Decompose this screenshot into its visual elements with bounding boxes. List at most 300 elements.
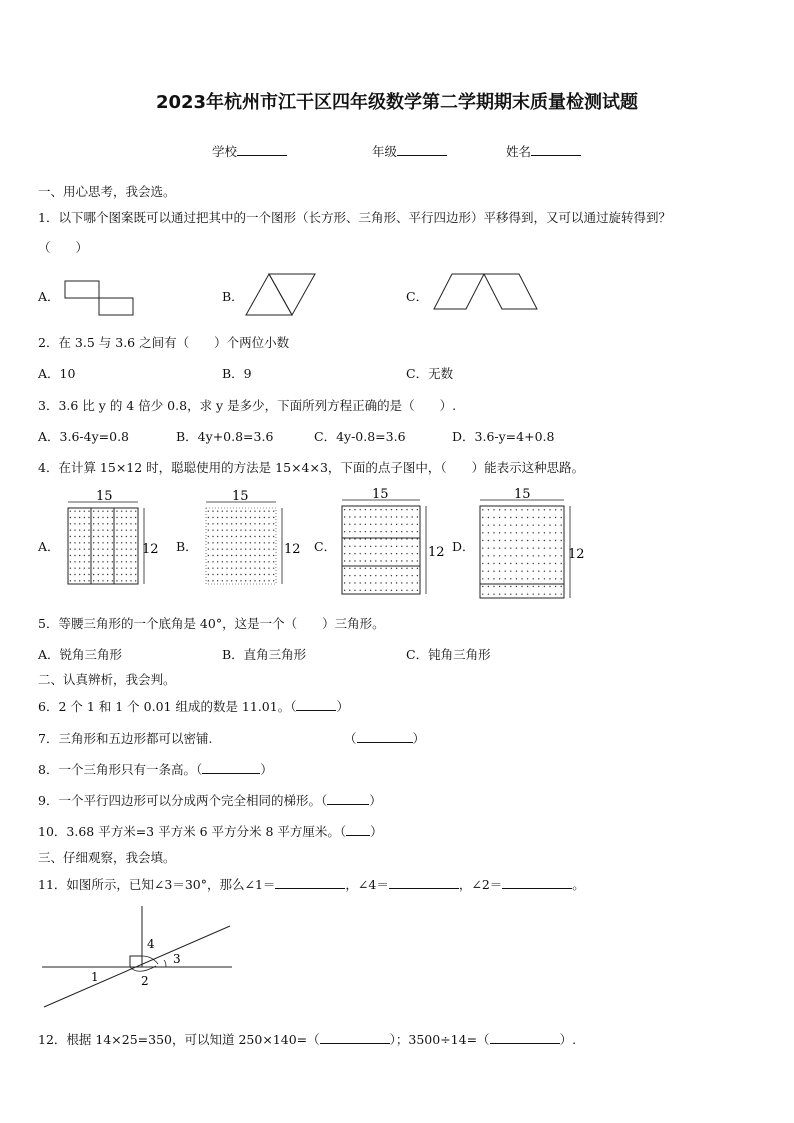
dot xyxy=(93,536,94,537)
dot xyxy=(549,540,550,541)
q12-quotient-blank[interactable] xyxy=(490,1031,560,1044)
dot xyxy=(527,578,528,579)
dot xyxy=(126,536,127,537)
dot xyxy=(521,578,522,579)
dot xyxy=(112,542,113,543)
dot xyxy=(533,532,534,533)
dot xyxy=(365,509,366,510)
dot xyxy=(365,538,366,539)
dot xyxy=(88,517,89,518)
dot xyxy=(84,548,85,549)
dot xyxy=(406,568,407,569)
dot xyxy=(538,517,539,518)
dot xyxy=(259,567,260,568)
angle-3-label: 3 xyxy=(173,952,181,966)
dot xyxy=(112,510,113,511)
dot xyxy=(116,523,117,524)
dot xyxy=(107,529,108,530)
dot xyxy=(259,555,260,556)
dot xyxy=(217,542,218,543)
dot xyxy=(268,555,269,556)
dot xyxy=(264,561,265,562)
dot xyxy=(412,524,413,525)
width-label: 15 xyxy=(96,489,113,504)
dot xyxy=(391,553,392,554)
dot xyxy=(488,540,489,541)
dot xyxy=(222,567,223,568)
dot xyxy=(533,593,534,594)
dot-grid xyxy=(344,509,418,591)
dot xyxy=(226,510,227,511)
q7-end: ） xyxy=(412,731,426,746)
q3-option-a: A．3.6-4y=0.8 xyxy=(38,429,129,444)
dot xyxy=(499,532,500,533)
q1-option-b-figure xyxy=(244,272,316,318)
dot xyxy=(555,540,556,541)
section-3-heading: 三、仔细观察，我会填。 xyxy=(38,850,176,865)
dot xyxy=(544,509,545,510)
page-title: 2023年杭州市江干区四年级数学第二学期期末质量检测试题 xyxy=(155,92,639,113)
dot xyxy=(268,567,269,568)
dot xyxy=(521,586,522,587)
dot xyxy=(130,574,131,575)
dot xyxy=(135,529,136,530)
dot xyxy=(516,593,517,594)
dot xyxy=(259,517,260,518)
dot xyxy=(412,546,413,547)
q11-angle-figure xyxy=(40,904,240,1012)
dot xyxy=(222,555,223,556)
q6-answer-blank[interactable] xyxy=(296,698,336,711)
dot xyxy=(386,582,387,583)
q5-option-a: A．锐角三角形 xyxy=(38,647,123,662)
dot xyxy=(93,523,94,524)
dot xyxy=(527,509,528,510)
dot xyxy=(135,574,136,575)
dot xyxy=(499,517,500,518)
dot xyxy=(121,536,122,537)
dot xyxy=(354,531,355,532)
dot xyxy=(380,582,381,583)
q7-text: 7．三角形和五边形都可以密铺. xyxy=(38,731,213,746)
dot xyxy=(349,560,350,561)
q4-text: 4．在计算 15×12 时，聪聪使用的方法是 15×4×3，下面的点子图中，（ ）能表示这种思路。 xyxy=(38,460,585,475)
q1-text: 1．以下哪个图案既可以通过把其中的一个图形（长方形、三角形、平行四边形）平移得到，又可以通过旋转得到？ xyxy=(38,210,671,225)
dot xyxy=(217,574,218,575)
dot xyxy=(417,553,418,554)
q11-a4: ，∠4＝ xyxy=(345,877,389,892)
dot xyxy=(93,567,94,568)
q4-option-d-label: D． xyxy=(452,539,475,554)
dot xyxy=(116,517,117,518)
dot xyxy=(482,570,483,571)
dot xyxy=(222,561,223,562)
dot xyxy=(380,568,381,569)
dot xyxy=(412,568,413,569)
dot xyxy=(510,509,511,510)
dot xyxy=(264,580,265,581)
q4-option-c-label: C． xyxy=(314,539,337,554)
school-field xyxy=(212,142,287,160)
dot xyxy=(493,563,494,564)
dot xyxy=(236,580,237,581)
dot xyxy=(98,580,99,581)
q1-option-a-label: A． xyxy=(38,289,60,304)
dot xyxy=(549,586,550,587)
width-label: 15 xyxy=(514,487,531,502)
dot xyxy=(231,580,232,581)
dot xyxy=(116,574,117,575)
dot xyxy=(344,575,345,576)
dot xyxy=(236,548,237,549)
dot xyxy=(88,536,89,537)
dot xyxy=(505,540,506,541)
dot xyxy=(354,546,355,547)
dot xyxy=(88,561,89,562)
dot xyxy=(268,510,269,511)
dot xyxy=(112,567,113,568)
dot xyxy=(391,582,392,583)
dot xyxy=(259,574,260,575)
dot xyxy=(488,586,489,587)
dot xyxy=(250,536,251,537)
dot xyxy=(88,510,89,511)
q9-end: ） xyxy=(369,793,382,808)
dot xyxy=(521,570,522,571)
dot xyxy=(208,523,209,524)
dot xyxy=(386,553,387,554)
dot xyxy=(516,563,517,564)
q11-angle2-blank[interactable] xyxy=(502,876,572,889)
dot xyxy=(365,516,366,517)
dot xyxy=(544,547,545,548)
dot xyxy=(344,531,345,532)
dot xyxy=(386,590,387,591)
dot xyxy=(259,529,260,530)
dot xyxy=(88,567,89,568)
height-label: 12 xyxy=(428,545,445,560)
dot xyxy=(406,560,407,561)
dot xyxy=(401,546,402,547)
dot xyxy=(493,578,494,579)
dot xyxy=(121,517,122,518)
dot xyxy=(93,548,94,549)
dot xyxy=(135,536,136,537)
dot xyxy=(417,546,418,547)
dot xyxy=(533,509,534,510)
dot xyxy=(375,553,376,554)
dot xyxy=(70,510,71,511)
dot xyxy=(236,574,237,575)
dot xyxy=(84,561,85,562)
dot xyxy=(555,555,556,556)
dot xyxy=(70,548,71,549)
dot xyxy=(533,555,534,556)
dot xyxy=(240,580,241,581)
dot xyxy=(268,517,269,518)
dot xyxy=(79,567,80,568)
dot xyxy=(344,509,345,510)
dot xyxy=(231,555,232,556)
dot xyxy=(544,586,545,587)
dot xyxy=(360,538,361,539)
dot xyxy=(84,517,85,518)
dot xyxy=(102,567,103,568)
dot xyxy=(380,553,381,554)
dot xyxy=(84,529,85,530)
dot xyxy=(344,516,345,517)
q8 xyxy=(38,760,273,778)
q4-option-c-figure xyxy=(336,487,446,602)
dot xyxy=(236,523,237,524)
dot xyxy=(521,509,522,510)
dot xyxy=(98,536,99,537)
dot xyxy=(380,524,381,525)
dot xyxy=(112,517,113,518)
dot xyxy=(130,567,131,568)
dot xyxy=(417,531,418,532)
dot xyxy=(273,542,274,543)
dot xyxy=(222,542,223,543)
dot xyxy=(231,561,232,562)
dot xyxy=(527,555,528,556)
dot xyxy=(93,510,94,511)
dot xyxy=(521,524,522,525)
dot xyxy=(370,590,371,591)
dot xyxy=(349,582,350,583)
dot xyxy=(84,580,85,581)
dot xyxy=(88,529,89,530)
dot xyxy=(412,531,413,532)
dot xyxy=(386,560,387,561)
q11-text: 11．如图所示，已知∠3＝30°，那么∠1＝ xyxy=(38,877,276,892)
dot xyxy=(533,547,534,548)
dot xyxy=(493,532,494,533)
dot xyxy=(245,548,246,549)
dot xyxy=(505,578,506,579)
dot xyxy=(212,542,213,543)
dot xyxy=(527,570,528,571)
dot xyxy=(116,536,117,537)
dot xyxy=(375,509,376,510)
dot xyxy=(121,555,122,556)
dot xyxy=(349,590,350,591)
dot xyxy=(70,542,71,543)
dot xyxy=(521,593,522,594)
dot xyxy=(98,517,99,518)
dot xyxy=(273,523,274,524)
dot xyxy=(544,578,545,579)
q5-text: 5．等腰三角形的一个底角是 40°，这是一个（ ）三角形。 xyxy=(38,616,385,631)
dot xyxy=(236,561,237,562)
dot xyxy=(417,575,418,576)
dot xyxy=(375,516,376,517)
dot xyxy=(126,529,127,530)
dot xyxy=(236,517,237,518)
dot xyxy=(549,517,550,518)
q7-answer-blank[interactable] xyxy=(357,730,413,743)
dot xyxy=(226,536,227,537)
dot xyxy=(549,509,550,510)
dot xyxy=(268,561,269,562)
dot xyxy=(375,575,376,576)
dot xyxy=(236,567,237,568)
dot xyxy=(273,517,274,518)
dot xyxy=(406,590,407,591)
q12-product-blank[interactable] xyxy=(320,1031,390,1044)
dot xyxy=(493,593,494,594)
dot xyxy=(561,555,562,556)
dot xyxy=(74,523,75,524)
dot xyxy=(98,567,99,568)
dot xyxy=(112,523,113,524)
dot xyxy=(561,586,562,587)
q12-text: 12．根据 14×25=350，可以知道 250×140=（ xyxy=(38,1032,320,1047)
dot xyxy=(354,582,355,583)
dot xyxy=(493,555,494,556)
dot xyxy=(516,578,517,579)
dot xyxy=(135,548,136,549)
dot xyxy=(365,531,366,532)
dot xyxy=(102,561,103,562)
dot xyxy=(365,546,366,547)
dot xyxy=(344,538,345,539)
dot xyxy=(135,542,136,543)
dot xyxy=(380,531,381,532)
dot xyxy=(561,517,562,518)
dot xyxy=(370,509,371,510)
dot xyxy=(74,567,75,568)
dot xyxy=(516,509,517,510)
dot xyxy=(98,529,99,530)
dot xyxy=(93,574,94,575)
dot xyxy=(88,542,89,543)
q11-angle1-blank[interactable] xyxy=(275,876,345,889)
dot xyxy=(231,574,232,575)
dot xyxy=(245,561,246,562)
dot xyxy=(98,574,99,575)
q10-answer-blank[interactable] xyxy=(346,823,370,836)
dot xyxy=(102,523,103,524)
dot xyxy=(79,510,80,511)
dot xyxy=(417,582,418,583)
dot xyxy=(499,547,500,548)
dot xyxy=(396,538,397,539)
dot xyxy=(79,542,80,543)
dot xyxy=(116,529,117,530)
dot xyxy=(79,523,80,524)
dot xyxy=(406,546,407,547)
q8-text: 8．一个三角形只有一条高。（ xyxy=(38,762,203,777)
dot xyxy=(217,517,218,518)
width-label: 15 xyxy=(372,487,389,502)
dot xyxy=(505,524,506,525)
dot xyxy=(107,567,108,568)
dot xyxy=(259,542,260,543)
dot xyxy=(360,531,361,532)
dot xyxy=(516,532,517,533)
dot xyxy=(254,574,255,575)
dot xyxy=(380,575,381,576)
dot xyxy=(259,561,260,562)
dot xyxy=(273,561,274,562)
dot xyxy=(250,548,251,549)
dot xyxy=(79,561,80,562)
dot xyxy=(482,532,483,533)
dot xyxy=(375,590,376,591)
dot xyxy=(370,560,371,561)
q3-option-c: C．4y-0.8=3.6 xyxy=(314,429,406,444)
q11-angle4-blank[interactable] xyxy=(389,876,459,889)
dot xyxy=(135,510,136,511)
dot xyxy=(112,580,113,581)
q9-answer-blank[interactable] xyxy=(327,792,369,805)
dot xyxy=(417,509,418,510)
dot xyxy=(107,555,108,556)
q10-end: ） xyxy=(370,824,383,839)
q11 xyxy=(38,875,585,893)
dot xyxy=(268,580,269,581)
q8-answer-blank[interactable] xyxy=(202,761,260,774)
dot xyxy=(84,536,85,537)
dot xyxy=(499,563,500,564)
dot xyxy=(544,555,545,556)
q4-option-a-label: A． xyxy=(38,539,60,554)
dot xyxy=(121,510,122,511)
dot xyxy=(375,524,376,525)
dot xyxy=(250,561,251,562)
dot xyxy=(212,561,213,562)
dot xyxy=(349,575,350,576)
dot xyxy=(231,523,232,524)
dot xyxy=(527,586,528,587)
q2-option-c: C．无数 xyxy=(406,366,454,381)
dot xyxy=(482,547,483,548)
dot xyxy=(370,524,371,525)
dot xyxy=(98,555,99,556)
dot xyxy=(538,524,539,525)
dot xyxy=(482,578,483,579)
dot xyxy=(499,578,500,579)
dot xyxy=(121,580,122,581)
dot xyxy=(370,582,371,583)
dot xyxy=(527,532,528,533)
dot xyxy=(406,509,407,510)
dot xyxy=(116,567,117,568)
dot xyxy=(516,586,517,587)
dot xyxy=(349,538,350,539)
dot xyxy=(549,593,550,594)
dot xyxy=(250,580,251,581)
dot xyxy=(112,555,113,556)
dot xyxy=(370,531,371,532)
q4-option-b-label: B． xyxy=(176,539,198,554)
dot xyxy=(406,575,407,576)
dot xyxy=(499,555,500,556)
dot xyxy=(354,590,355,591)
dot xyxy=(208,561,209,562)
dot xyxy=(245,542,246,543)
dot xyxy=(222,517,223,518)
dot xyxy=(516,524,517,525)
dot xyxy=(259,580,260,581)
dot xyxy=(386,524,387,525)
grade-field xyxy=(372,142,447,160)
dot xyxy=(236,536,237,537)
dot xyxy=(273,580,274,581)
dot xyxy=(130,580,131,581)
dot xyxy=(505,547,506,548)
